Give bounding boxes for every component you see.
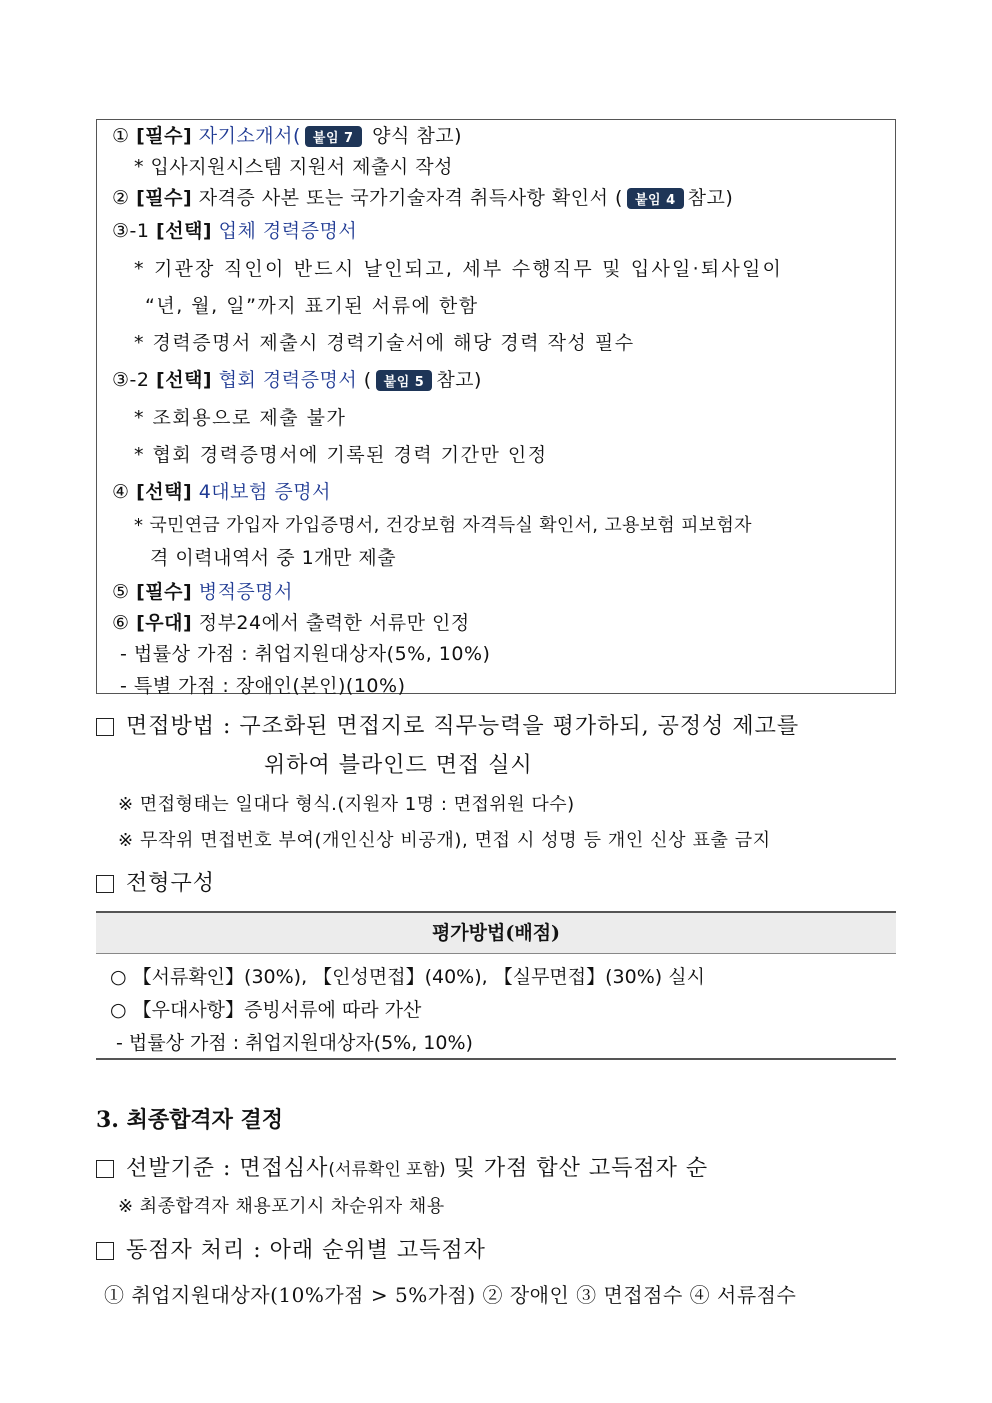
required-label: [필수] xyxy=(136,581,193,603)
item-number: ② xyxy=(112,187,130,209)
item-number: ③-2 xyxy=(112,369,150,391)
attachment-tag: 붙임 7 xyxy=(305,126,362,147)
req-preference xyxy=(112,608,470,635)
table-header: 평가방법(배점) xyxy=(96,913,896,954)
attachment-tag: 붙임 4 xyxy=(627,188,684,209)
sub-note: * 경력증명서 제출시 경력기술서에 해당 경력 작성 필수 xyxy=(134,332,635,354)
doc-note: 참고) xyxy=(687,187,734,209)
composition-heading: 전형구성 xyxy=(96,866,215,897)
checkbox-square-icon xyxy=(96,1242,114,1260)
interview-note-anonymous: ※ 무작위 면접번호 부여(개인신상 비공개), 면접 시 성명 등 개인 신상 표출 금지 xyxy=(118,830,771,851)
sub-note: * 입사지원시스템 지원서 제출시 작성 xyxy=(134,156,453,178)
doc-title: 자격증 사본 또는 국가기술자격 취득사항 확인서 ( xyxy=(198,187,623,209)
interview-note-format: ※ 면접형태는 일대다 형식.(지원자 1명 : 면접위원 다수) xyxy=(118,794,575,815)
checkbox-square-icon xyxy=(96,718,114,736)
sub-note: “년, 월, 일”까지 표기된 서류에 한함 xyxy=(145,295,479,317)
req-certificate xyxy=(112,183,733,210)
doc-title: 자기소개서( xyxy=(198,125,301,147)
optional-label: [선택] xyxy=(156,369,213,391)
optional-label: [선택] xyxy=(136,481,193,503)
item-number: ③-1 xyxy=(112,220,150,242)
req-self-intro xyxy=(112,121,462,148)
req-insurance xyxy=(112,477,331,504)
doc-title: 협회 경력증명서 xyxy=(218,369,358,391)
req-association-career: ③-2 [선택] 협회 경력증명서 ( 붙임 5 참고) xyxy=(112,369,482,391)
doc-title: 4대보험 증명서 xyxy=(198,481,331,503)
doc-title: 병적증명서 xyxy=(198,581,293,603)
table-row: ○ 【서류확인】(30%), 【인성면접】(40%), 【실무면접】(30%) 실시 xyxy=(110,966,705,988)
interview-method: 면접방법 : 구조화된 면접지로 직무능력을 평가하되, 공정성 제고를 xyxy=(96,709,799,740)
sub-note: 격 이력내역서 중 1개만 제출 xyxy=(150,547,397,569)
req-company-career xyxy=(112,216,357,243)
doc-title: 정부24에서 출력한 서류만 인정 xyxy=(198,612,470,634)
bonus-special: - 특별 가점 : 장애인(본인)(10%) xyxy=(120,675,406,697)
doc-title: 업체 경력증명서 xyxy=(218,220,358,242)
optional-label: [선택] xyxy=(156,220,213,242)
attachment-tag: 붙임 5 xyxy=(376,370,433,391)
sub-note: * 협회 경력증명서에 기록된 경력 기간만 인정 xyxy=(134,444,548,466)
checkbox-square-icon xyxy=(96,1160,114,1178)
sub-note: * 기관장 직인이 반드시 날인되고, 세부 수행직무 및 입사일·퇴사일이 xyxy=(134,258,784,280)
item-number: ① xyxy=(112,125,130,147)
sub-note: * 조회용으로 제출 불가 xyxy=(134,407,347,429)
checkbox-square-icon xyxy=(96,875,114,893)
item-number: ⑤ xyxy=(112,581,130,603)
doc-note: 양식 참고) xyxy=(372,125,463,147)
table-row: ○ 【우대사항】증빙서류에 따라 가산 xyxy=(110,999,422,1021)
table-row: - 법률상 가점 : 취업지원대상자(5%, 10%) xyxy=(116,1032,473,1054)
doc-note: 참고) xyxy=(436,369,482,391)
criteria-note: ※ 최종합격자 채용포기시 차순위자 채용 xyxy=(118,1196,445,1217)
sub-note: * 국민연금 가입자 가입증명서, 건강보험 자격득실 확인서, 고용보험 피보험자 xyxy=(134,515,752,536)
interview-method-cont: 위하여 블라인드 면접 실시 xyxy=(264,753,533,778)
table-bottom-border xyxy=(96,1058,896,1060)
tie-handling: 동점자 처리 : 아래 순위별 고득점자 xyxy=(96,1233,486,1264)
preference-label: [우대] xyxy=(136,612,193,634)
item-number: ⑥ xyxy=(112,612,130,634)
bonus-legal: - 법률상 가점 : 취업지원대상자(5%, 10%) xyxy=(120,643,491,665)
selection-criteria: 선발기준 : 면접심사(서류확인 포함) 및 가점 합산 고득점자 순 xyxy=(96,1151,708,1182)
req-military xyxy=(112,577,293,604)
required-label: [필수] xyxy=(136,125,193,147)
item-number: ④ xyxy=(112,481,130,503)
required-label: [필수] xyxy=(136,187,193,209)
section-title: 3. 최종합격자 결정 xyxy=(96,1107,284,1133)
tie-order: ① 취업지원대상자(10%가점 > 5%가점) ② 장애인 ③ 면접점수 ④ 서류점수 xyxy=(104,1283,797,1307)
